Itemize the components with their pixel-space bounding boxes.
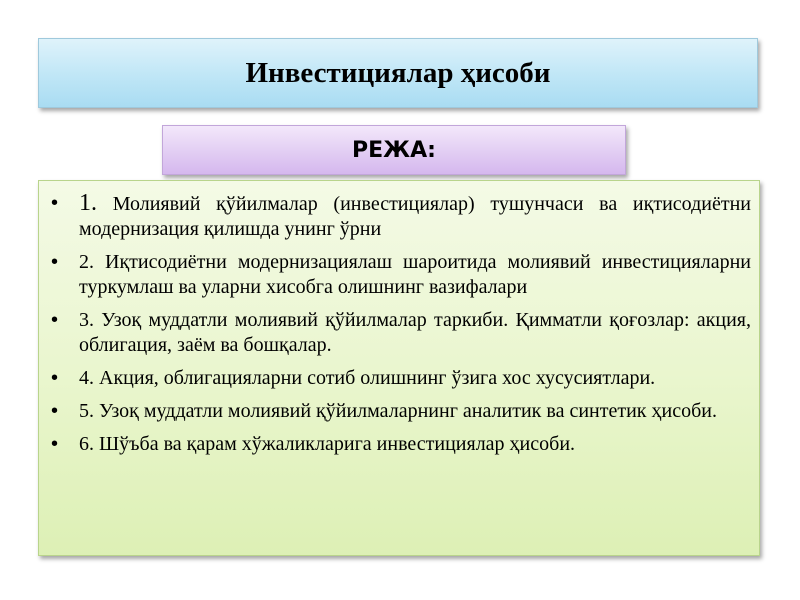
plan-list (47, 191, 751, 457)
list-item-number: 1. (79, 190, 97, 216)
list-item (47, 250, 751, 300)
bullet-icon: • (51, 400, 59, 422)
title-box (38, 38, 758, 108)
bullet-icon: • (51, 309, 59, 331)
list-item (47, 399, 751, 424)
bullet-icon: • (51, 433, 59, 455)
content-box (38, 180, 760, 556)
slide-title: Инвестициялар ҳисоби (245, 56, 551, 89)
list-item-text: 2. Иқтисодиётни модернизациялаш шароитида молиявий инвестицияларни туркумлаш ва уларни хисобга олишнинг вазифалари (79, 251, 751, 298)
list-item (47, 308, 751, 358)
bullet-icon: • (51, 367, 59, 389)
plan-box (162, 125, 626, 175)
list-item-text: 6. Шўъба ва қарам хўжаликларига инвестициялар ҳисоби. (79, 433, 576, 455)
plan-label: РЕЖА: (352, 137, 436, 163)
list-item (47, 432, 751, 457)
list-item (47, 366, 751, 391)
list-item (47, 191, 751, 242)
list-item-text: Молиявий қўйилмалар (инвестициялар) тушунчаси ва иқтисодиётни модернизация қилишда унинг ўрни (79, 193, 751, 240)
bullet-icon: • (51, 251, 59, 273)
bullet-icon: • (51, 192, 59, 214)
list-item-text: 5. Узоқ муддатли молиявий қўйилмаларнинг аналитик ва синтетик ҳисоби. (79, 400, 717, 422)
list-item-text: 4. Акция, облигацияларни сотиб олишнинг ўзига хос хусусиятлари. (79, 367, 656, 389)
list-item-text: 3. Узоқ муддатли молиявий қўйилмалар таркиби. Қимматли қоғозлар: акция, облигация, заём ва бошқалар. (79, 309, 751, 356)
